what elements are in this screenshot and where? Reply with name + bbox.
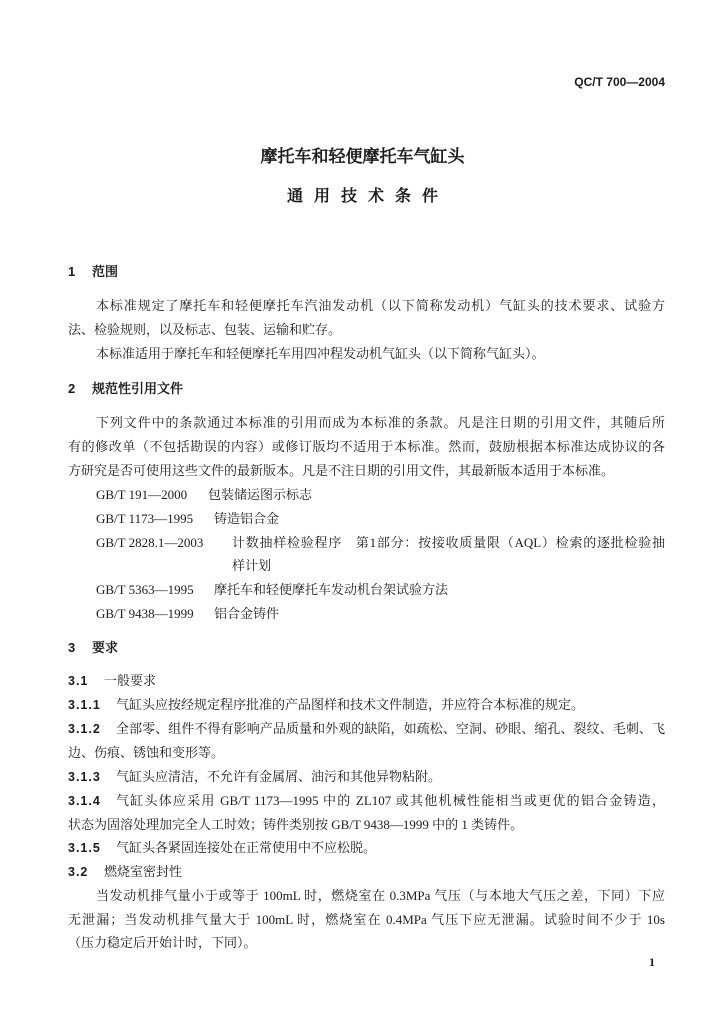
paragraph-line: 有的修改单（不包括勘误的内容）或修订版均不适用于本标准。然而，鼓励根据本标准达成协议的各: [68, 439, 665, 454]
section-3-number: 3: [68, 640, 76, 655]
clause-number: 3.1.2: [68, 722, 101, 736]
reference-title: 铝合金铸件: [214, 606, 280, 621]
paragraph-line: 无泄漏；当发动机排气量大于 100mL 时，燃烧室在 0.4MPa 气压下应无泄漏。试验时间不少于 10s: [68, 912, 665, 927]
clause-number: 3.1.3: [68, 770, 101, 784]
paragraph-line: （压力稳定后开始计时，下同）。: [68, 935, 257, 950]
paragraph-line: 当发动机排气量小于或等于 100mL 时，燃烧室在 0.3MPa 气压（与本地大气压之差，下同）下应: [96, 888, 665, 903]
clause-text: 气缸头各紧固连接处在正常使用中不应松脱。: [116, 840, 377, 855]
reference-title: 铸造铝合金: [214, 511, 280, 526]
section-2-heading: 规范性引用文件: [92, 381, 184, 396]
clause-number: 3.1.5: [68, 841, 101, 855]
clause-number: 3.1.1: [68, 698, 101, 712]
subsection-number: 3.2: [68, 865, 89, 879]
reference-title: 计数抽样检验程序 第1部分：按接收质量限（AQL）检索的逐批检验抽: [232, 535, 665, 550]
reference-code: GB/T 5363—1995: [96, 582, 194, 597]
section-1-heading: 范围: [92, 264, 119, 279]
reference-title: 包装储运图示标志: [208, 487, 313, 502]
page-number: 1: [649, 955, 655, 969]
reference-code: GB/T 1173—1995: [96, 511, 194, 526]
standard-number: QC/T 700—2004: [574, 75, 665, 89]
paragraph-line: 本标准规定了摩托车和轻便摩托车汽油发动机（以下简称发动机）气缸头的技术要求、试验方: [96, 298, 665, 313]
clause-text: 全部零、组件不得有影响产品质量和外观的缺陷，如疏松、空洞、砂眼、缩孔、裂纹、毛刺、飞: [116, 721, 665, 736]
paragraph-line: 法、检验规则，以及标志、包装、运输和贮存。: [68, 322, 342, 337]
clause-text: 状态为固溶处理加完全人工时效；铸件类别按 GB/T 9438—1999 中的 1 类铸件。: [68, 817, 524, 832]
clause-number: 3.1.4: [68, 794, 101, 808]
section-3-heading: 要求: [92, 640, 119, 655]
subsection-number: 3.1: [68, 674, 89, 688]
clause-text: 边、伤痕、锈蚀和变形等。: [68, 745, 225, 760]
clause-text: 气缸头应清洁，不允许有金属屑、油污和其他异物粘附。: [116, 769, 442, 784]
reference-title-continued: 样计划: [232, 558, 272, 573]
document-subtitle: 通用技术条件: [286, 188, 449, 205]
clause-text: 气缸头应按经规定程序批准的产品图样和技术文件制造，并应符合本标准的规定。: [116, 697, 585, 712]
reference-title: 摩托车和轻便摩托车发动机台架试验方法: [214, 582, 449, 597]
paragraph-line: 本标准适用于摩托车和轻便摩托车用四冲程发动机气缸头（以下简称气缸头）。: [96, 346, 545, 361]
reference-code: GB/T 9438—1999: [96, 606, 194, 621]
section-1-number: 1: [68, 264, 76, 279]
paragraph-line: 下列文件中的条款通过本标准的引用而成为本标准的条款。凡是注日期的引用文件，其随后所: [96, 415, 665, 430]
document-title: 摩托车和轻便摩托车气缸头: [260, 147, 465, 166]
paragraph-line: 方研究是否可使用这些文件的最新版本。凡是不注日期的引用文件，其最新版本适用于本标准。: [68, 463, 615, 478]
reference-code: GB/T 2828.1—2003: [96, 535, 204, 550]
subsection-heading: 一般要求: [104, 673, 157, 688]
section-2-number: 2: [68, 381, 76, 396]
reference-code: GB/T 191—2000: [96, 487, 188, 502]
clause-text: 气缸头体应采用 GB/T 1173—1995 中的 ZL107 或其他机械性能相当或更优的铝合金铸造，: [116, 793, 665, 808]
subsection-heading: 燃烧室密封性: [104, 864, 183, 879]
